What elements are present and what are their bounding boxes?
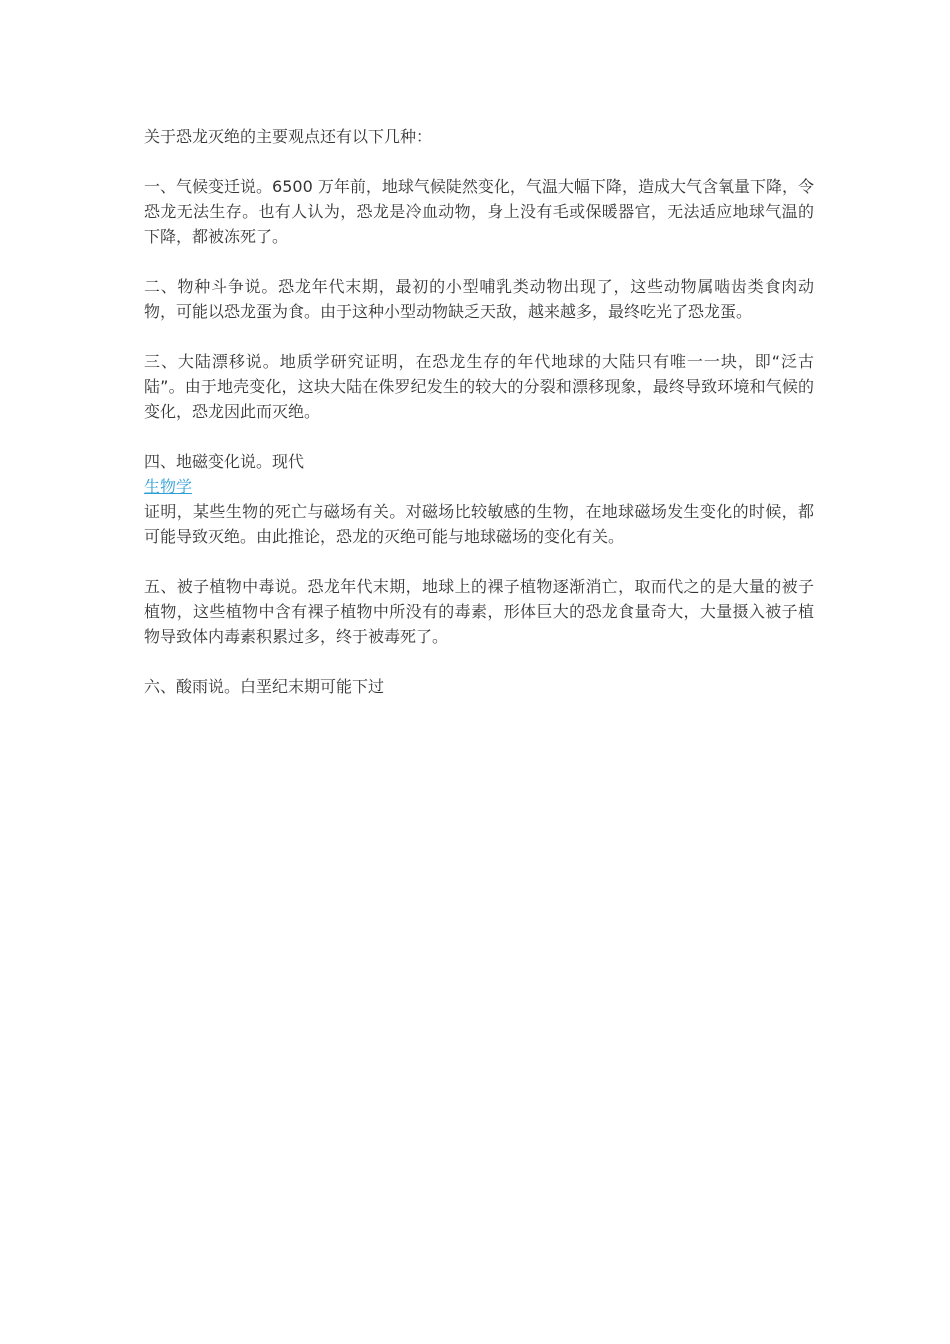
paragraph-geomagnetic-change: [144, 449, 814, 549]
geomagnetic-text-end: 证明，某些生物的死亡与磁场有关。对磁场比较敏感的生物，在地球磁场发生变化的时候，都可能导致灭绝。由此推论，恐龙的灭绝可能与地球磁场的变化有关。: [144, 502, 814, 546]
paragraph-acid-rain: 六、酸雨说。白垩纪末期可能下过: [144, 677, 385, 696]
paragraph-angiosperm-poisoning: 五、被子植物中毒说。恐龙年代末期，地球上的裸子植物逐渐消亡，取而代之的是大量的被子植物，这些植物中含有裸子植物中所没有的毒素，形体巨大的恐龙食量奇大，大量摄入被子植物导致体内毒素积累过多，终于被毒死了。: [144, 577, 814, 646]
geomagnetic-text-start: 四、地磁变化说。现代: [144, 452, 305, 471]
intro-paragraph: 关于恐龙灭绝的主要观点还有以下几种：: [144, 127, 433, 146]
document-body: [144, 124, 814, 699]
paragraph-climate-change: 一、气候变迁说。6500 万年前，地球气候陡然变化，气温大幅下降，造成大气含氧量下降，令恐龙无法生存。也有人认为，恐龙是冷血动物，身上没有毛或保暖器官，无法适应地球气温的下降，都被冻死了。: [144, 177, 814, 246]
biology-link[interactable]: 生物学: [144, 477, 193, 496]
paragraph-species-struggle: 二、物种斗争说。恐龙年代末期，最初的小型哺乳类动物出现了，这些动物属啮齿类食肉动物，可能以恐龙蛋为食。由于这种小型动物缺乏天敌，越来越多，最终吃光了恐龙蛋。: [144, 277, 814, 321]
paragraph-continental-drift: 三、大陆漂移说。地质学研究证明，在恐龙生存的年代地球的大陆只有唯一一块，即“泛古陆”。由于地壳变化，这块大陆在侏罗纪发生的较大的分裂和漂移现象，最终导致环境和气候的变化，恐龙因此而灭绝。: [144, 352, 814, 421]
